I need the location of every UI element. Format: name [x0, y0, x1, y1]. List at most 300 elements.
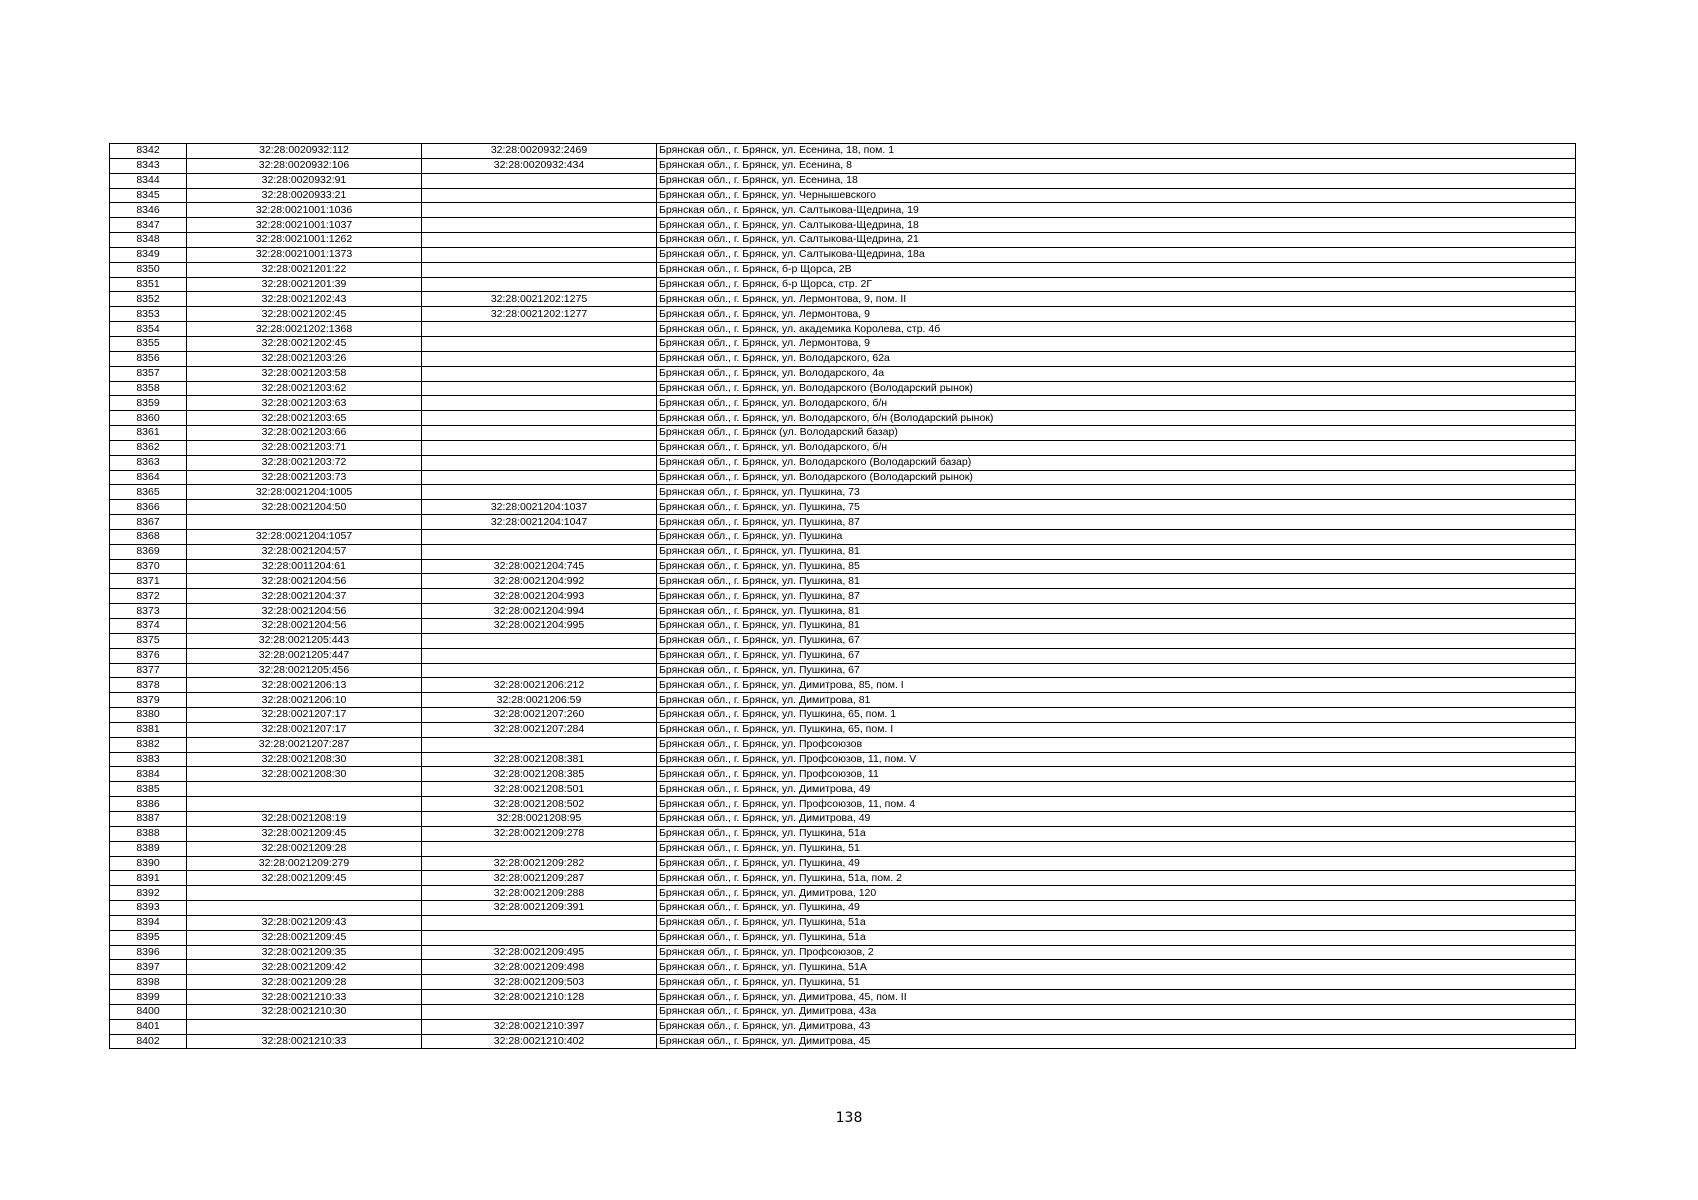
- address-cell: Брянская обл., г. Брянск, ул. Пушкина, 51: [657, 975, 1576, 990]
- premises-cadastral-number-cell: 32:28:0021208:381: [422, 752, 657, 767]
- cadastral-number-cell: 32:28:0021209:279: [187, 856, 422, 871]
- table-row: [110, 559, 1576, 574]
- address-cell: Брянская обл., г. Брянск, ул. Профсоюзов, 11, пом. 4: [657, 797, 1576, 812]
- row-number-cell: 8379: [110, 693, 187, 708]
- cadastral-number-cell: [187, 782, 422, 797]
- table-row: [110, 797, 1576, 812]
- premises-cadastral-number-cell: 32:28:0021207:284: [422, 722, 657, 737]
- premises-cadastral-number-cell: 32:28:0021210:402: [422, 1034, 657, 1049]
- cadastral-number-cell: 32:28:0020933:21: [187, 188, 422, 203]
- premises-cadastral-number-cell: 32:28:0021204:994: [422, 604, 657, 619]
- address-cell: Брянская обл., г. Брянск, ул. Салтыкова-Щедрина, 18а: [657, 247, 1576, 262]
- row-number-cell: 8385: [110, 782, 187, 797]
- row-number-cell: 8381: [110, 722, 187, 737]
- address-cell: Брянская обл., г. Брянск, б-р Щорса, стр. 2Г: [657, 277, 1576, 292]
- address-cell: Брянская обл., г. Брянск, ул. Пушкина: [657, 529, 1576, 544]
- premises-cadastral-number-cell: 32:28:0020932:2469: [422, 144, 657, 159]
- address-cell: Брянская обл., г. Брянск, ул. Профсоюзов, 11: [657, 767, 1576, 782]
- table-row: [110, 173, 1576, 188]
- premises-cadastral-number-cell: [422, 663, 657, 678]
- cadastral-number-cell: 32:28:0021203:58: [187, 366, 422, 381]
- table-row: [110, 604, 1576, 619]
- table-row: [110, 351, 1576, 366]
- premises-cadastral-number-cell: [422, 233, 657, 248]
- row-number-cell: 8400: [110, 1004, 187, 1019]
- cadastral-number-cell: 32:28:0021209:28: [187, 841, 422, 856]
- row-number-cell: 8373: [110, 604, 187, 619]
- row-number-cell: 8393: [110, 901, 187, 916]
- premises-cadastral-number-cell: 32:28:0021202:1275: [422, 292, 657, 307]
- cadastral-number-cell: 32:28:0021203:66: [187, 426, 422, 441]
- premises-cadastral-number-cell: 32:28:0021208:501: [422, 782, 657, 797]
- cadastral-number-cell: 32:28:0021203:63: [187, 396, 422, 411]
- row-number-cell: 8366: [110, 500, 187, 515]
- address-cell: Брянская обл., г. Брянск, ул. Пушкина, 81: [657, 544, 1576, 559]
- premises-cadastral-number-cell: [422, 247, 657, 262]
- table-row: [110, 708, 1576, 723]
- table-row: [110, 203, 1576, 218]
- table-row: [110, 752, 1576, 767]
- row-number-cell: 8399: [110, 990, 187, 1005]
- cadastral-number-cell: 32:28:0020932:112: [187, 144, 422, 159]
- premises-cadastral-number-cell: 32:28:0021209:278: [422, 826, 657, 841]
- cadastral-number-cell: 32:28:0021209:42: [187, 960, 422, 975]
- premises-cadastral-number-cell: 32:28:0021210:397: [422, 1019, 657, 1034]
- row-number-cell: 8367: [110, 515, 187, 530]
- address-cell: Брянская обл., г. Брянск, ул. Димитрова, 49: [657, 782, 1576, 797]
- table-row: [110, 322, 1576, 337]
- row-number-cell: 8378: [110, 678, 187, 693]
- row-number-cell: 8358: [110, 381, 187, 396]
- cadastral-number-cell: 32:28:0021208:19: [187, 811, 422, 826]
- cadastral-number-cell: 32:28:0021206:13: [187, 678, 422, 693]
- premises-cadastral-number-cell: [422, 930, 657, 945]
- address-cell: Брянская обл., г. Брянск, ул. Димитрова, 45, пом. II: [657, 990, 1576, 1005]
- address-cell: Брянская обл., г. Брянск, ул. Пушкина, 87: [657, 515, 1576, 530]
- table-row: [110, 1004, 1576, 1019]
- premises-cadastral-number-cell: 32:28:0021206:59: [422, 693, 657, 708]
- table-row: [110, 262, 1576, 277]
- premises-cadastral-number-cell: [422, 336, 657, 351]
- cadastral-number-cell: 32:28:0021201:22: [187, 262, 422, 277]
- cadastral-number-cell: 32:28:0020932:106: [187, 158, 422, 173]
- table-row: [110, 381, 1576, 396]
- table-row: [110, 158, 1576, 173]
- address-cell: Брянская обл., г. Брянск, ул. Пушкина, 81: [657, 574, 1576, 589]
- premises-cadastral-number-cell: 32:28:0021209:288: [422, 886, 657, 901]
- row-number-cell: 8375: [110, 633, 187, 648]
- address-cell: Брянская обл., г. Брянск, ул. Володарского, б/н: [657, 396, 1576, 411]
- premises-cadastral-number-cell: [422, 203, 657, 218]
- cadastral-number-cell: 32:28:0021205:456: [187, 663, 422, 678]
- table-row: [110, 336, 1576, 351]
- address-cell: Брянская обл., г. Брянск, ул. Пушкина, 85: [657, 559, 1576, 574]
- address-cell: Брянская обл., г. Брянск, ул. Пушкина, 51а, пом. 2: [657, 871, 1576, 886]
- address-cell: Брянская обл., г. Брянск, ул. Профсоюзов: [657, 737, 1576, 752]
- row-number-cell: 8351: [110, 277, 187, 292]
- row-number-cell: 8368: [110, 529, 187, 544]
- premises-cadastral-number-cell: [422, 485, 657, 500]
- address-cell: Брянская обл., г. Брянск, ул. Пушкина, 67: [657, 633, 1576, 648]
- address-cell: Брянская обл., г. Брянск, ул. Пушкина, 73: [657, 485, 1576, 500]
- table-row: [110, 366, 1576, 381]
- address-cell: Брянская обл., г. Брянск, ул. Профсоюзов, 11, пом. V: [657, 752, 1576, 767]
- row-number-cell: 8343: [110, 158, 187, 173]
- premises-cadastral-number-cell: [422, 173, 657, 188]
- cadastral-number-cell: 32:28:0011204:61: [187, 559, 422, 574]
- cadastral-number-cell: 32:28:0021001:1036: [187, 203, 422, 218]
- row-number-cell: 8357: [110, 366, 187, 381]
- premises-cadastral-number-cell: 32:28:0021209:282: [422, 856, 657, 871]
- cadastral-number-cell: [187, 515, 422, 530]
- table-row: [110, 589, 1576, 604]
- address-cell: Брянская обл., г. Брянск, ул. Лермонтова, 9: [657, 336, 1576, 351]
- table-row: [110, 886, 1576, 901]
- row-number-cell: 8384: [110, 767, 187, 782]
- table-row: [110, 247, 1576, 262]
- cadastral-number-cell: 32:28:0021208:30: [187, 767, 422, 782]
- cadastral-number-cell: [187, 901, 422, 916]
- address-cell: Брянская обл., г. Брянск, ул. Пушкина, 67: [657, 648, 1576, 663]
- table-row: [110, 455, 1576, 470]
- cadastral-number-cell: 32:28:0021210:30: [187, 1004, 422, 1019]
- table-row: [110, 945, 1576, 960]
- address-cell: Брянская обл., г. Брянск, ул. Пушкина, 81: [657, 604, 1576, 619]
- cadastral-number-cell: 32:28:0021204:56: [187, 604, 422, 619]
- row-number-cell: 8380: [110, 708, 187, 723]
- row-number-cell: 8402: [110, 1034, 187, 1049]
- table-row: [110, 990, 1576, 1005]
- premises-cadastral-number-cell: [422, 470, 657, 485]
- cadastral-number-cell: 32:28:0021204:1005: [187, 485, 422, 500]
- table-row: [110, 915, 1576, 930]
- row-number-cell: 8345: [110, 188, 187, 203]
- premises-cadastral-number-cell: 32:28:0021204:995: [422, 619, 657, 634]
- premises-cadastral-number-cell: 32:28:0021209:498: [422, 960, 657, 975]
- address-cell: Брянская обл., г. Брянск, ул. Пушкина, 49: [657, 901, 1576, 916]
- table-row: [110, 470, 1576, 485]
- cadastral-number-cell: 32:28:0021204:56: [187, 619, 422, 634]
- cadastral-number-cell: 32:28:0021203:62: [187, 381, 422, 396]
- address-cell: Брянская обл., г. Брянск, ул. Лермонтова, 9, пом. II: [657, 292, 1576, 307]
- row-number-cell: 8353: [110, 307, 187, 322]
- cadastral-number-cell: 32:28:0021210:33: [187, 1034, 422, 1049]
- row-number-cell: 8386: [110, 797, 187, 812]
- table-row: [110, 975, 1576, 990]
- premises-cadastral-number-cell: 32:28:0021202:1277: [422, 307, 657, 322]
- cadastral-number-cell: 32:28:0021203:71: [187, 440, 422, 455]
- cadastral-number-cell: 32:28:0021209:28: [187, 975, 422, 990]
- cadastral-number-cell: 32:28:0021204:50: [187, 500, 422, 515]
- address-cell: Брянская обл., г. Брянск, ул. Пушкина, 51А: [657, 960, 1576, 975]
- row-number-cell: 8360: [110, 411, 187, 426]
- cadastral-number-cell: 32:28:0021203:73: [187, 470, 422, 485]
- cadastral-number-cell: 32:28:0021204:1057: [187, 529, 422, 544]
- cadastral-number-cell: 32:28:0021202:1368: [187, 322, 422, 337]
- table-row: [110, 515, 1576, 530]
- table-row: [110, 841, 1576, 856]
- premises-cadastral-number-cell: [422, 737, 657, 752]
- cadastral-number-cell: 32:28:0021209:45: [187, 871, 422, 886]
- row-number-cell: 8391: [110, 871, 187, 886]
- row-number-cell: 8392: [110, 886, 187, 901]
- address-cell: Брянская обл., г. Брянск, ул. Димитрова, 120: [657, 886, 1576, 901]
- premises-cadastral-number-cell: [422, 351, 657, 366]
- row-number-cell: 8344: [110, 173, 187, 188]
- address-cell: Брянская обл., г. Брянск, ул. Димитрова, 85, пом. I: [657, 678, 1576, 693]
- cadastral-number-cell: 32:28:0021209:35: [187, 945, 422, 960]
- table-row: [110, 233, 1576, 248]
- address-cell: Брянская обл., г. Брянск, ул. Володарского (Володарский рынок): [657, 470, 1576, 485]
- table-row: [110, 1019, 1576, 1034]
- premises-cadastral-number-cell: [422, 633, 657, 648]
- address-cell: Брянская обл., г. Брянск, ул. Димитрова, 49: [657, 811, 1576, 826]
- address-cell: Брянская обл., г. Брянск, б-р Щорса, 2В: [657, 262, 1576, 277]
- address-cell: Брянская обл., г. Брянск, ул. Пушкина, 51: [657, 841, 1576, 856]
- row-number-cell: 8397: [110, 960, 187, 975]
- row-number-cell: 8390: [110, 856, 187, 871]
- address-cell: Брянская обл., г. Брянск, ул. Салтыкова-Щедрина, 18: [657, 218, 1576, 233]
- row-number-cell: 8348: [110, 233, 187, 248]
- cadastral-number-cell: 32:28:0021203:26: [187, 351, 422, 366]
- cadastral-number-cell: 32:28:0021204:37: [187, 589, 422, 604]
- premises-cadastral-number-cell: [422, 396, 657, 411]
- cadastral-number-cell: 32:28:0021202:45: [187, 307, 422, 322]
- premises-cadastral-number-cell: 32:28:0021207:260: [422, 708, 657, 723]
- premises-cadastral-number-cell: 32:28:0021204:993: [422, 589, 657, 604]
- table-row: [110, 485, 1576, 500]
- premises-cadastral-number-cell: 32:28:0021204:992: [422, 574, 657, 589]
- address-cell: Брянская обл., г. Брянск, ул. Салтыкова-Щедрина, 19: [657, 203, 1576, 218]
- row-number-cell: 8369: [110, 544, 187, 559]
- cadastral-number-cell: 32:28:0021207:287: [187, 737, 422, 752]
- cadastral-number-cell: 32:28:0021204:56: [187, 574, 422, 589]
- row-number-cell: 8364: [110, 470, 187, 485]
- table-row: [110, 307, 1576, 322]
- row-number-cell: 8396: [110, 945, 187, 960]
- cadastral-number-cell: 32:28:0021001:1037: [187, 218, 422, 233]
- table-row: [110, 811, 1576, 826]
- premises-cadastral-number-cell: [422, 1004, 657, 1019]
- row-number-cell: 8376: [110, 648, 187, 663]
- table-row: [110, 619, 1576, 634]
- row-number-cell: 8370: [110, 559, 187, 574]
- cadastral-number-cell: 32:28:0021001:1373: [187, 247, 422, 262]
- cadastral-number-cell: 32:28:0021001:1262: [187, 233, 422, 248]
- table-row: [110, 678, 1576, 693]
- registry-table-body: [110, 144, 1576, 1049]
- row-number-cell: 8372: [110, 589, 187, 604]
- premises-cadastral-number-cell: 32:28:0021209:287: [422, 871, 657, 886]
- table-row: [110, 633, 1576, 648]
- row-number-cell: 8374: [110, 619, 187, 634]
- cadastral-number-cell: 32:28:0021205:447: [187, 648, 422, 663]
- address-cell: Брянская обл., г. Брянск, ул. Есенина, 18: [657, 173, 1576, 188]
- row-number-cell: 8383: [110, 752, 187, 767]
- premises-cadastral-number-cell: [422, 366, 657, 381]
- address-cell: Брянская обл., г. Брянск, ул. Димитрова, 43а: [657, 1004, 1576, 1019]
- table-row: [110, 529, 1576, 544]
- table-row: [110, 411, 1576, 426]
- row-number-cell: 8361: [110, 426, 187, 441]
- cadastral-number-cell: 32:28:0021206:10: [187, 693, 422, 708]
- premises-cadastral-number-cell: 32:28:0021209:495: [422, 945, 657, 960]
- cadastral-number-cell: 32:28:0021202:45: [187, 336, 422, 351]
- address-cell: Брянская обл., г. Брянск, ул. Володарского, б/н: [657, 440, 1576, 455]
- address-cell: Брянская обл., г. Брянск, ул. Пушкина, 51а: [657, 826, 1576, 841]
- premises-cadastral-number-cell: 32:28:0021204:1037: [422, 500, 657, 515]
- premises-cadastral-number-cell: [422, 455, 657, 470]
- row-number-cell: 8356: [110, 351, 187, 366]
- table-row: [110, 440, 1576, 455]
- row-number-cell: 8350: [110, 262, 187, 277]
- premises-cadastral-number-cell: [422, 648, 657, 663]
- row-number-cell: 8387: [110, 811, 187, 826]
- premises-cadastral-number-cell: [422, 544, 657, 559]
- address-cell: Брянская обл., г. Брянск, ул. Пушкина, 65, пом. 1: [657, 708, 1576, 723]
- address-cell: Брянская обл., г. Брянск, ул. Пушкина, 81: [657, 619, 1576, 634]
- row-number-cell: 8352: [110, 292, 187, 307]
- row-number-cell: 8365: [110, 485, 187, 500]
- table-row: [110, 500, 1576, 515]
- row-number-cell: 8359: [110, 396, 187, 411]
- row-number-cell: 8394: [110, 915, 187, 930]
- row-number-cell: 8371: [110, 574, 187, 589]
- address-cell: Брянская обл., г. Брянск, ул. академика Королева, стр. 4б: [657, 322, 1576, 337]
- table-row: [110, 144, 1576, 159]
- address-cell: Брянская обл., г. Брянск, ул. Володарского, б/н (Володарский рынок): [657, 411, 1576, 426]
- address-cell: Брянская обл., г. Брянск, ул. Профсоюзов, 2: [657, 945, 1576, 960]
- table-row: [110, 767, 1576, 782]
- table-row: [110, 1034, 1576, 1049]
- address-cell: Брянская обл., г. Брянск (ул. Володарский базар): [657, 426, 1576, 441]
- address-cell: Брянская обл., г. Брянск, ул. Пушкина, 51а: [657, 930, 1576, 945]
- table-row: [110, 871, 1576, 886]
- address-cell: Брянская обл., г. Брянск, ул. Пушкина, 49: [657, 856, 1576, 871]
- row-number-cell: 8382: [110, 737, 187, 752]
- address-cell: Брянская обл., г. Брянск, ул. Пушкина, 87: [657, 589, 1576, 604]
- premises-cadastral-number-cell: [422, 188, 657, 203]
- premises-cadastral-number-cell: [422, 218, 657, 233]
- cadastral-number-cell: 32:28:0021210:33: [187, 990, 422, 1005]
- table-row: [110, 782, 1576, 797]
- premises-cadastral-number-cell: [422, 915, 657, 930]
- address-cell: Брянская обл., г. Брянск, ул. Пушкина, 67: [657, 663, 1576, 678]
- address-cell: Брянская обл., г. Брянск, ул. Димитрова, 81: [657, 693, 1576, 708]
- table-row: [110, 396, 1576, 411]
- premises-cadastral-number-cell: [422, 277, 657, 292]
- table-row: [110, 574, 1576, 589]
- cadastral-number-cell: 32:28:0021207:17: [187, 708, 422, 723]
- row-number-cell: 8349: [110, 247, 187, 262]
- table-row: [110, 960, 1576, 975]
- table-row: [110, 663, 1576, 678]
- row-number-cell: 8395: [110, 930, 187, 945]
- cadastral-number-cell: 32:28:0020932:91: [187, 173, 422, 188]
- row-number-cell: 8354: [110, 322, 187, 337]
- table-row: [110, 901, 1576, 916]
- row-number-cell: 8401: [110, 1019, 187, 1034]
- cadastral-number-cell: 32:28:0021203:65: [187, 411, 422, 426]
- row-number-cell: 8355: [110, 336, 187, 351]
- premises-cadastral-number-cell: 32:28:0021204:1047: [422, 515, 657, 530]
- premises-cadastral-number-cell: 32:28:0021206:212: [422, 678, 657, 693]
- page-number: 138: [835, 1110, 863, 1126]
- table-row: [110, 737, 1576, 752]
- table-row: [110, 693, 1576, 708]
- table-row: [110, 856, 1576, 871]
- cadastral-number-cell: 32:28:0021207:17: [187, 722, 422, 737]
- cadastral-number-cell: 32:28:0021208:30: [187, 752, 422, 767]
- row-number-cell: 8342: [110, 144, 187, 159]
- cadastral-number-cell: 32:28:0021209:43: [187, 915, 422, 930]
- premises-cadastral-number-cell: [422, 411, 657, 426]
- table-row: [110, 188, 1576, 203]
- table-row: [110, 426, 1576, 441]
- row-number-cell: 8363: [110, 455, 187, 470]
- premises-cadastral-number-cell: 32:28:0021209:503: [422, 975, 657, 990]
- premises-cadastral-number-cell: 32:28:0020932:434: [422, 158, 657, 173]
- premises-cadastral-number-cell: [422, 440, 657, 455]
- premises-cadastral-number-cell: 32:28:0021209:391: [422, 901, 657, 916]
- premises-cadastral-number-cell: 32:28:0021208:95: [422, 811, 657, 826]
- cadastral-number-cell: 32:28:0021204:57: [187, 544, 422, 559]
- address-cell: Брянская обл., г. Брянск, ул. Чернышевского: [657, 188, 1576, 203]
- premises-cadastral-number-cell: 32:28:0021208:502: [422, 797, 657, 812]
- row-number-cell: 8398: [110, 975, 187, 990]
- table-row: [110, 648, 1576, 663]
- address-cell: Брянская обл., г. Брянск, ул. Димитрова, 43: [657, 1019, 1576, 1034]
- premises-cadastral-number-cell: [422, 381, 657, 396]
- premises-cadastral-number-cell: [422, 262, 657, 277]
- cadastral-number-cell: 32:28:0021203:72: [187, 455, 422, 470]
- cadastral-number-cell: [187, 886, 422, 901]
- address-cell: Брянская обл., г. Брянск, ул. Володарского, 62а: [657, 351, 1576, 366]
- row-number-cell: 8389: [110, 841, 187, 856]
- address-cell: Брянская обл., г. Брянск, ул. Пушкина, 51а: [657, 915, 1576, 930]
- premises-cadastral-number-cell: 32:28:0021210:128: [422, 990, 657, 1005]
- address-cell: Брянская обл., г. Брянск, ул. Есенина, 18, пом. 1: [657, 144, 1576, 159]
- premises-cadastral-number-cell: [422, 841, 657, 856]
- address-cell: Брянская обл., г. Брянск, ул. Володарского (Володарский базар): [657, 455, 1576, 470]
- address-cell: Брянская обл., г. Брянск, ул. Володарского (Володарский рынок): [657, 381, 1576, 396]
- address-cell: Брянская обл., г. Брянск, ул. Лермонтова, 9: [657, 307, 1576, 322]
- cadastral-number-cell: [187, 1019, 422, 1034]
- row-number-cell: 8388: [110, 826, 187, 841]
- table-row: [110, 930, 1576, 945]
- table-row: [110, 292, 1576, 307]
- address-cell: Брянская обл., г. Брянск, ул. Пушкина, 75: [657, 500, 1576, 515]
- table-row: [110, 722, 1576, 737]
- address-cell: Брянская обл., г. Брянск, ул. Димитрова, 45: [657, 1034, 1576, 1049]
- registry-table: [109, 143, 1576, 1049]
- cadastral-number-cell: 32:28:0021205:443: [187, 633, 422, 648]
- address-cell: Брянская обл., г. Брянск, ул. Салтыкова-Щедрина, 21: [657, 233, 1576, 248]
- row-number-cell: 8362: [110, 440, 187, 455]
- row-number-cell: 8346: [110, 203, 187, 218]
- cadastral-number-cell: 32:28:0021202:43: [187, 292, 422, 307]
- cadastral-number-cell: 32:28:0021209:45: [187, 826, 422, 841]
- address-cell: Брянская обл., г. Брянск, ул. Володарского, 4а: [657, 366, 1576, 381]
- address-cell: Брянская обл., г. Брянск, ул. Пушкина, 65, пом. I: [657, 722, 1576, 737]
- cadastral-number-cell: 32:28:0021201:39: [187, 277, 422, 292]
- cadastral-number-cell: [187, 797, 422, 812]
- premises-cadastral-number-cell: [422, 322, 657, 337]
- table-row: [110, 826, 1576, 841]
- table-row: [110, 544, 1576, 559]
- table-row: [110, 218, 1576, 233]
- premises-cadastral-number-cell: [422, 426, 657, 441]
